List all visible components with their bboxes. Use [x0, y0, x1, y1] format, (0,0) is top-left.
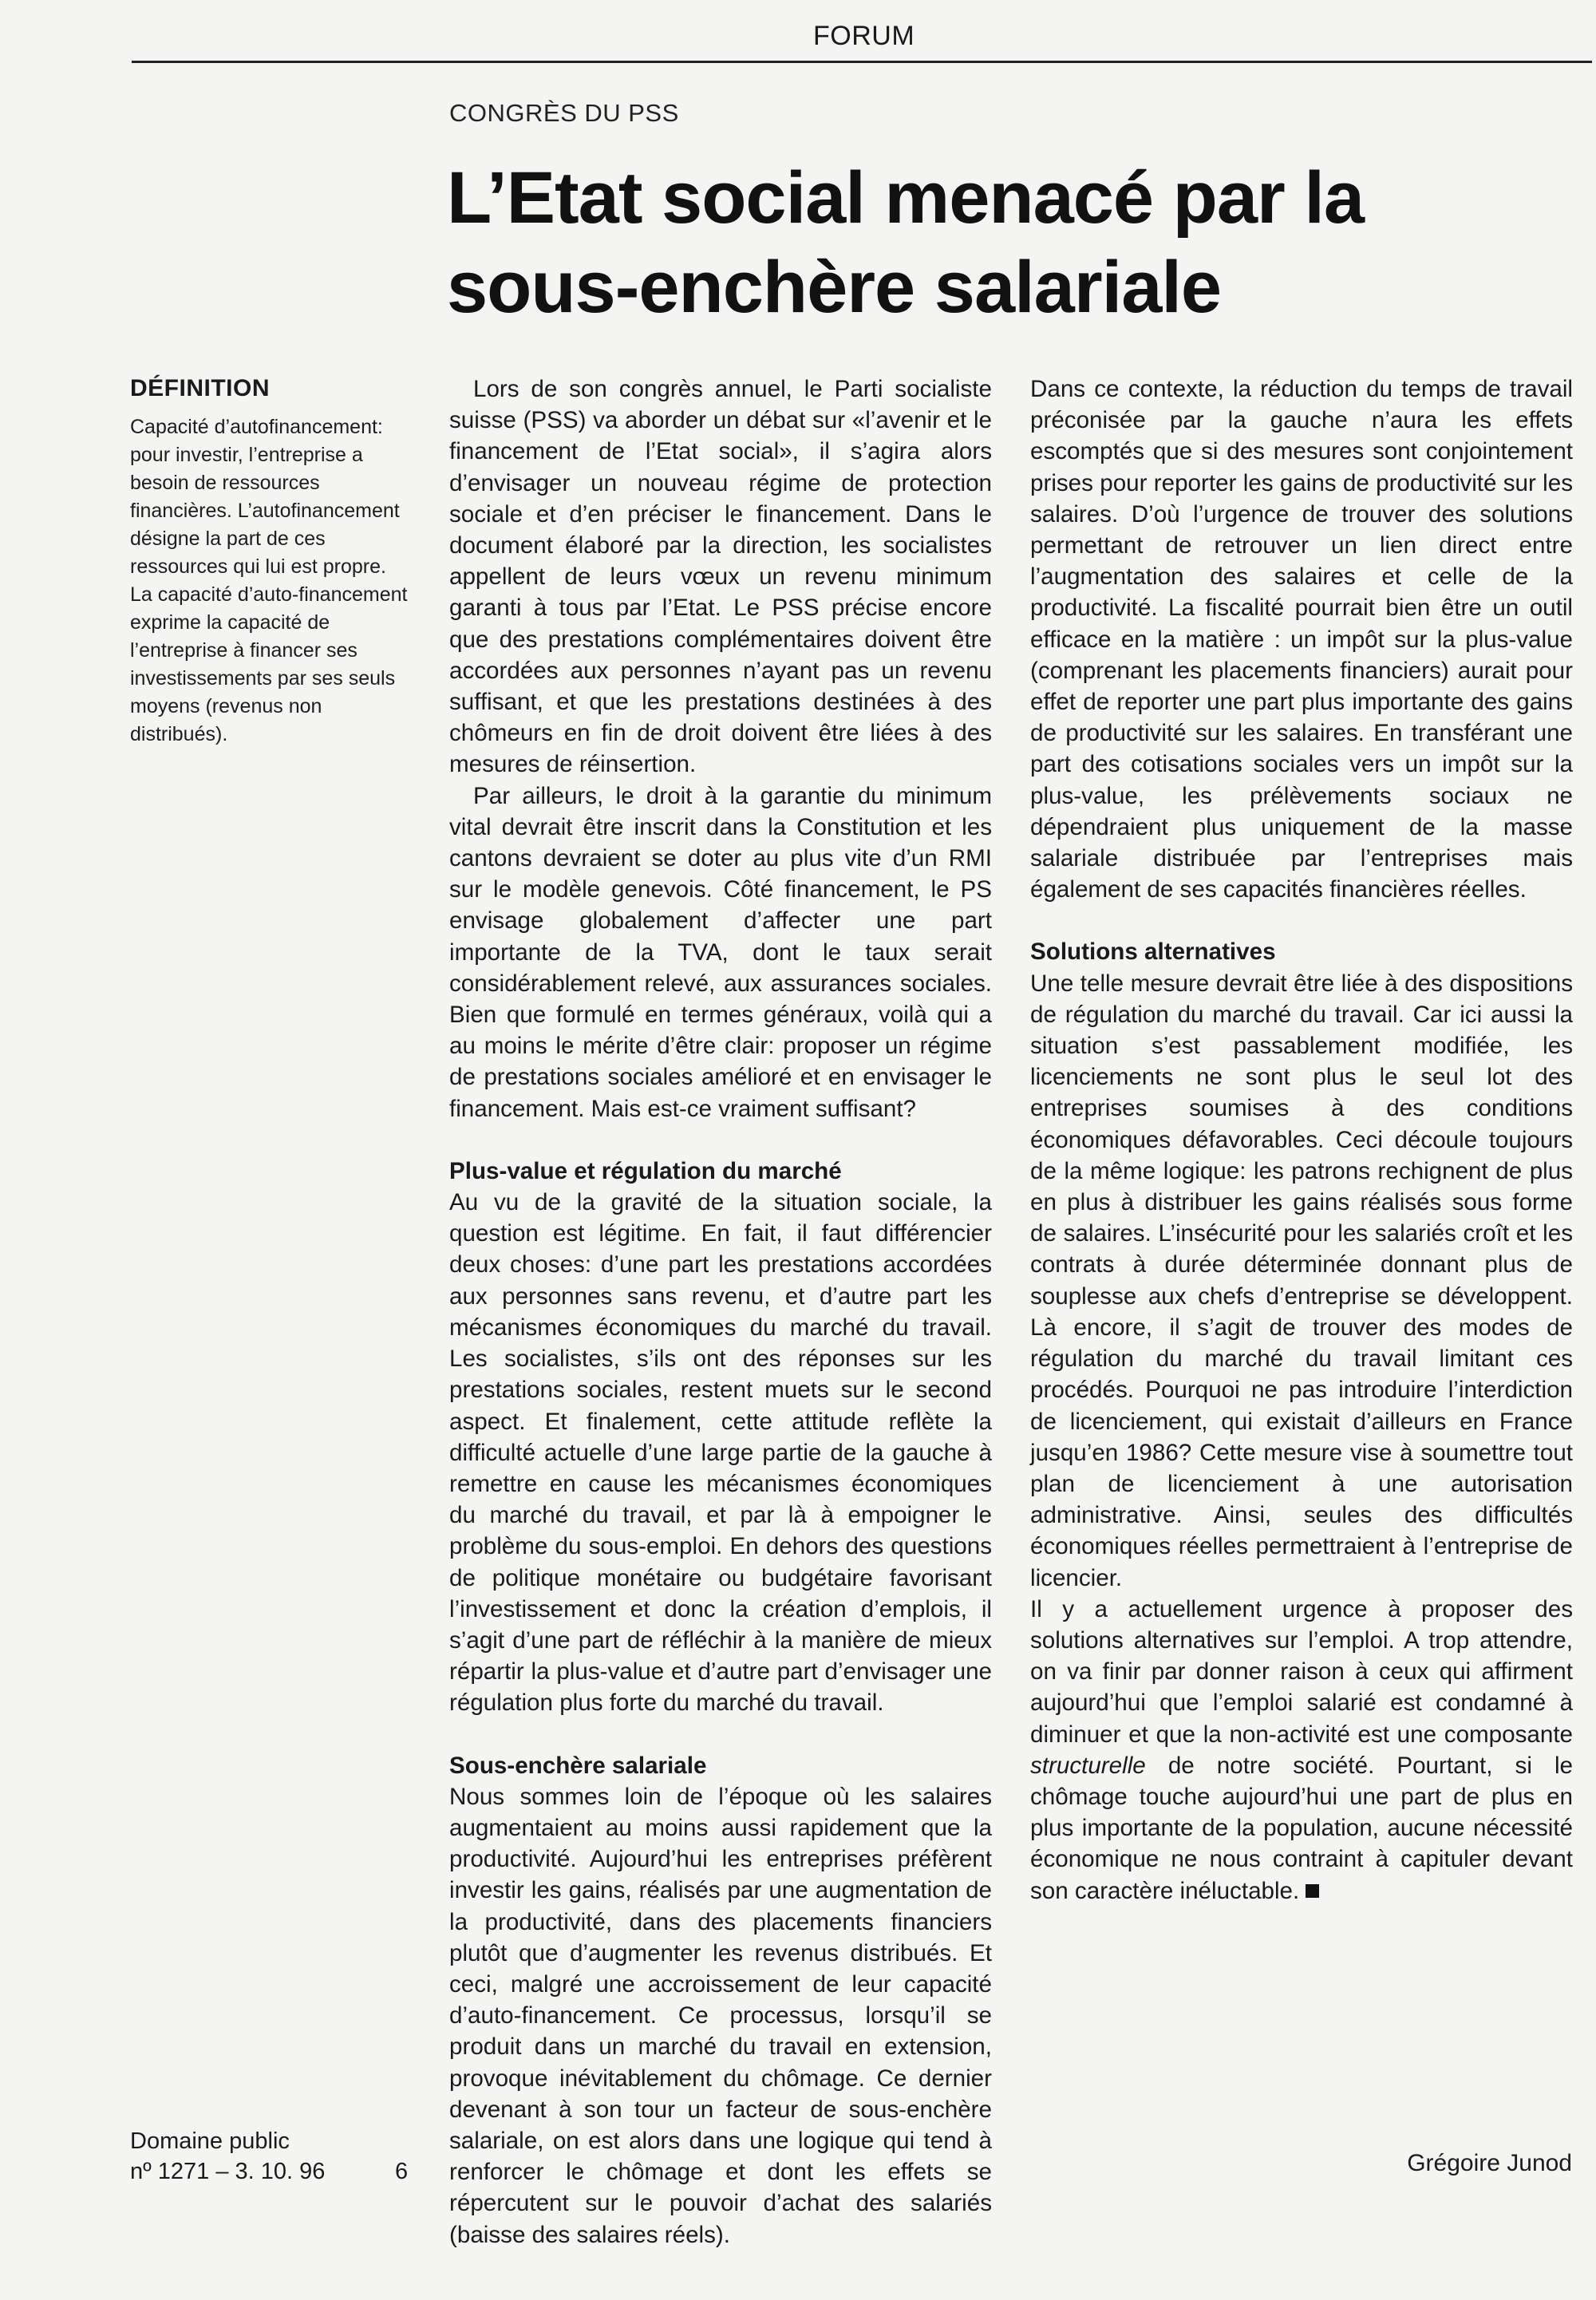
article-column-1 — [449, 373, 992, 2251]
colophon — [130, 2126, 425, 2187]
sidebar-title: DÉFINITION — [130, 375, 270, 401]
header-rule — [132, 61, 1592, 63]
paragraph: Une telle mesure devrait être liée à des dispositions de régulation du marché du travail. Car ici aussi la situation s’est passablement modifiée, les licenciements ne sont plus le seul lot des entreprises soumises à des conditions économiques défavorables. Ceci découle toujours de la même logique: les patrons rechignent de plus en plus à distribuer les gains réalisés sous forme de salaires. L’insécurité pour les salariés croît et les contrats à durée déterminée donnant plus de souplesse aux chefs d’entreprise se développent. Là encore, il s’agit de trouver des modes de régulation du marché du travail limitant ces procédés. Pourquoi ne pas introduire l’interdiction de licenciement, qui existait d’ailleurs en France jusqu’en 1986? Cette mesure vise à soumettre tout plan de licenciement à une autorisation administrative. Ainsi, seules des difficultés économiques réelles permettraient à l’entreprise de licencier. — [1030, 970, 1573, 1591]
page-number: 6 — [395, 2159, 409, 2184]
article-title: L’Etat social menacé par la sous-enchère salariale — [447, 157, 1365, 328]
subheading: Sous-enchère salariale — [449, 1752, 707, 1779]
issue-info: nº 1271 – 3. 10. 96 — [130, 2159, 326, 2184]
sidebar-text: Capacité d’autofinancement: pour investir, l’entreprise a besoin de ressources financières. L’autofinancement désigne la part de ces ressources qui lui est propre. La capacité d’auto-financement exprime la capacité de l’entreprise à financer ses investissements par ses seuls moyens (revenus non distribués). — [130, 416, 408, 745]
section-label: FORUM — [808, 21, 906, 52]
definition-sidebar — [130, 375, 409, 749]
subheading: Solutions alternatives — [1030, 939, 1276, 966]
paragraph: Dans ce contexte, la réduction du temps de travail préconisée par la gauche n’aura les effets escomptés que si des mesures sont conjointement prises pour reporter les gains de productivité sur les salaires. D’où l’urgence de trouver des solutions permettant de retrouver un lien direct entre l’augmentation des salaires et celle de la productivité. La fiscalité pourrait bien être un outil efficace en la matière : un impôt sur la plus-value (comprenant les placements financiers) aurait pour effet de reporter une part plus importante des gains de productivité sur les salaires. En transférant une part des cotisations sociales vers un impôt sur la plus-value, les prélèvements sociaux ne dépendraient plus uniquement de la masse salariale distribuée par l’entreprises mais également de ses capacités financières réelles. — [1030, 376, 1573, 903]
article-kicker: CONGRÈS DU PSS — [449, 99, 679, 127]
text-run: Il y a actuellement urgence à proposer des solutions alternatives sur l’emploi. A trop attendre, on va finir par donner raison à ceux qui affirment aujourd’hui que l’emploi salarié est condamné à diminuer et que la non-activité est une composante — [1030, 1595, 1573, 1748]
text-run: de notre société. Pourtant, si le chômage touche aujourd’hui une part de plus en plus importante de la population, aucune nécessité économique ne nous contraint à capituler devant son caractère inéluctable. — [1030, 1752, 1573, 1904]
author-byline: Grégoire Junod — [1407, 2150, 1572, 2176]
article-column-2 — [1030, 373, 1573, 1907]
subheading: Plus-value et régulation du marché — [449, 1157, 842, 1184]
paragraph: Nous sommes loin de l’époque où les salaires augmentaient au moins aussi rapidement que la productivité. Aujourd’hui les entreprises préfèrent investir les gains, réalisés par une augmentation de la productivité, dans des placements financiers plutôt que d’augmenter les revenus distribués. Et ceci, malgré une accroissement de leur capacité d’auto-financement. Ce processus, lorsqu’il se produit dans un marché du travail en extension, provoque inévitablement du chômage. Ce dernier devenant à son tour un facteur de sous-enchère salariale, on est alors dans une logique qui tend à renforcer le chômage et dont les effets se répercutent sur le pouvoir d’achat des salariés (baisse des salaires réels). — [449, 1783, 992, 2248]
publication-name: Domaine public — [130, 2128, 290, 2154]
paragraph: Lors de son congrès annuel, le Parti socialiste suisse (PSS) va aborder un débat sur «l’avenir et le financement de l’Etat social», il s’agira alors d’envisager un nouveau régime de protection sociale et d’en préciser le financement. Dans le document élaboré par la direction, les socialistes appellent de leurs vœux un revenu minimum garanti à tous par l’Etat. Le PSS précise encore que des prestations complémentaires doivent être accordées aux personnes n’ayant pas un revenu suffisant, et que les prestations destinées à des chômeurs en fin de droit doivent être liées à des mesures de réinsertion. — [449, 376, 992, 778]
end-of-article-mark — [1306, 1884, 1319, 1898]
paragraph: Par ailleurs, le droit à la garantie du minimum vital devrait être inscrit dans la Constitution et les cantons devraient se doter au plus vite d’un RMI sur le modèle genevois. Côté financement, le PS envisage globalement d’affecter une part importante de la TVA, dont le taux serait considérablement relevé, aux assurances sociales. Bien que formulé en termes généraux, voilà qui a au moins le mérite d’être clair: proposer un régime de prestations sociales amélioré et en envisager le financement. Mais est-ce vraiment suffisant? — [449, 782, 992, 1122]
paragraph: Au vu de la gravité de la situation sociale, la question est légitime. En fait, il faut différencier deux choses: d’une part les prestations accordées aux personnes sans revenu, et d’autre part les mécanismes économiques du marché du travail. Les socialistes, s’ils ont des réponses sur les prestations sociales, restent muets sur le second aspect. Et finalement, cette attitude reflète la difficulté actuelle d’une large partie de la gauche à remettre en cause les mécanismes économiques du marché du travail, et par là à empoigner le problème du sous-emploi. En dehors des questions de politique monétaire ou budgétaire favorisant l’investissement et donc la création d’emplois, il s’agit d’une part de réfléchir à la manière de mieux répartir la plus-value et d’autre part d’envisager une régulation plus forte du marché du travail. — [449, 1189, 992, 1717]
emphasis: structurelle — [1030, 1752, 1146, 1779]
paragraph — [1030, 1594, 1573, 1907]
